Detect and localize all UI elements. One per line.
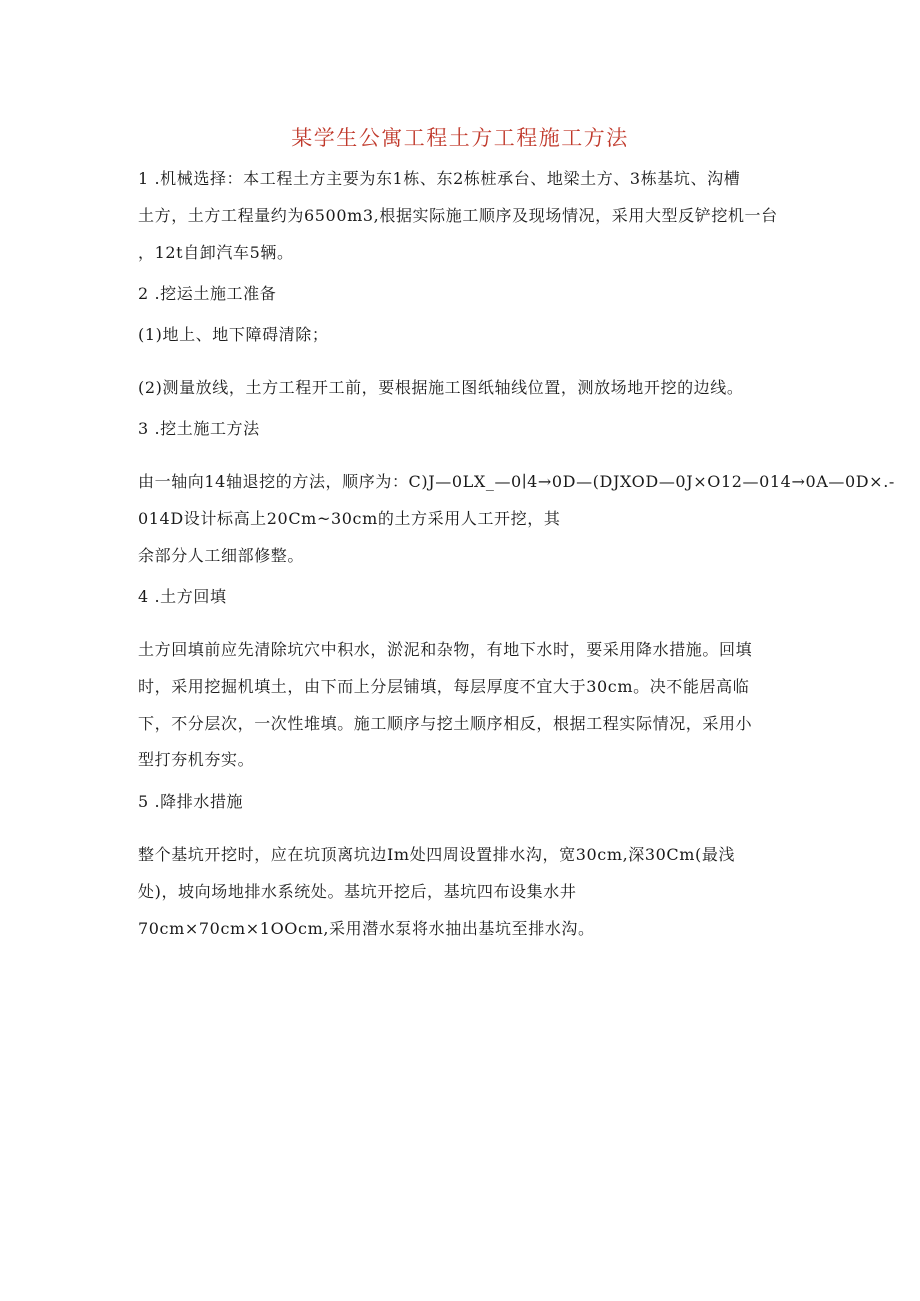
paragraph-line: 余部分人工细部修整。 xyxy=(138,546,305,565)
paragraph-line: 014D设计标高上20Cm~30cm的土方采用人工开挖，其 xyxy=(138,509,561,528)
paragraph-line: (2)测量放线，土方工程开工前，要根据施工图纸轴线位置，测放场地开挖的边线。 xyxy=(138,378,744,397)
paragraph-line: 70cm×70cm×1OOcm,采用潜水泵将水抽出基坑至排水沟。 xyxy=(138,919,595,938)
paragraph-line: 土方回填前应先清除坑穴中积水，淤泥和杂物，有地下水时，要采用降水措施。回填 xyxy=(138,640,753,659)
page-title: 某学生公寓工程土方工程施工方法 xyxy=(291,126,629,150)
section-heading: 4 .土方回填 xyxy=(138,587,227,606)
paragraph-line: (1)地上、地下障碍清除； xyxy=(138,325,329,344)
paragraph-line: 1 .机械选择：本工程土方主要为东1栋、东2栋桩承台、地梁土方、3栋基坑、沟槽 xyxy=(138,169,741,188)
paragraph-line: 整个基坑开挖时，应在坑顶离坑边Im处四周设置排水沟，宽30cm,深30Cm(最浅 xyxy=(138,845,736,864)
paragraph-line: 型打夯机夯实。 xyxy=(138,750,255,769)
section-heading: 2 .挖运土施工准备 xyxy=(138,284,277,303)
paragraph-line: 处)，坡向场地排水系统处。基坑开挖后，基坑四布设集水井 xyxy=(138,882,577,901)
paragraph-line: 下，不分层次，一次性堆填。施工顺序与挖土顺序相反，根据工程实际情况，采用小 xyxy=(138,714,753,733)
paragraph-line: ，12t自卸汽车5辆。 xyxy=(138,243,294,262)
paragraph-line: 时，采用挖掘机填土，由下而上分层铺填，每层厚度不宜大于30cm。决不能居高临 xyxy=(138,677,750,696)
section-heading: 3 .挖土施工方法 xyxy=(138,419,260,438)
paragraph-line: 由一轴向14轴退挖的方法，顺序为：C)J—0LX_—0∣4→0D—(DJXOD—0J×O12—014→0A—0D×.- xyxy=(138,472,895,491)
paragraph-line: 土方，土方工程量约为6500m3,根据实际施工顺序及现场情况，采用大型反铲挖机一台 xyxy=(138,206,778,225)
section-heading: 5 .降排水措施 xyxy=(138,792,244,811)
